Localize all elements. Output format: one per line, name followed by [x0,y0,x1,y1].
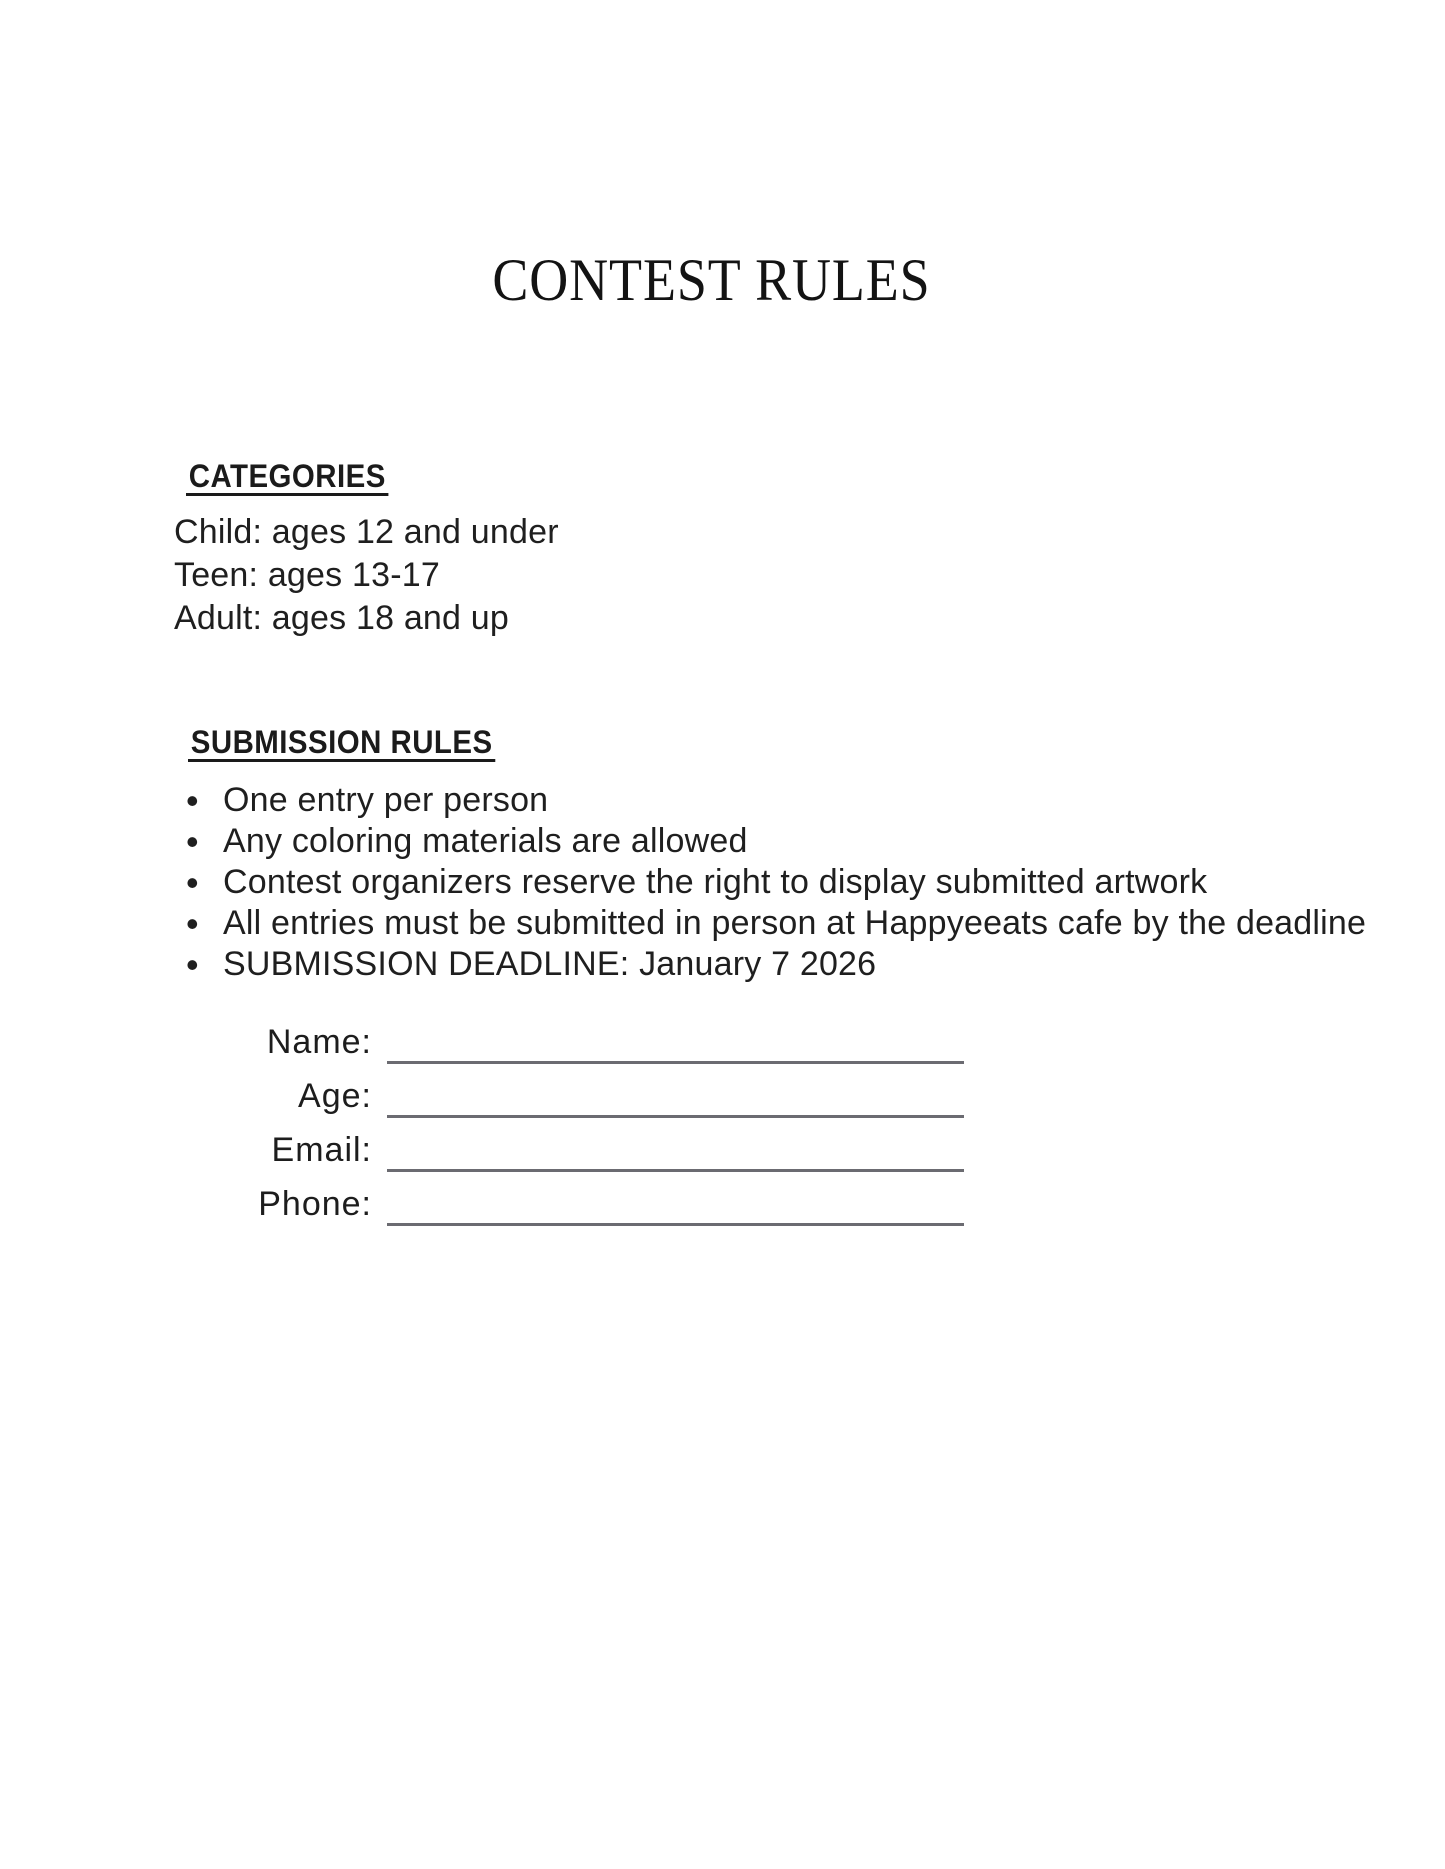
bullet-icon: • [186,944,199,985]
form-row-name [174,1010,974,1064]
category-item-child: Child: ages 12 and under [174,513,559,551]
email-label: Email: [271,1131,372,1169]
age-label: Age: [298,1077,372,1115]
categories-list [174,511,559,640]
page-title-text: CONTEST RULES [491,247,931,314]
list-item [174,862,1366,903]
list-item [174,780,1366,821]
category-item-teen: Teen: ages 13-17 [174,556,440,594]
bullet-icon: • [186,821,199,862]
categories-heading-text: CATEGORIES [186,459,389,496]
rule-text: All entries must be submitted in person at Happyeeats cafe by the deadline [223,904,1367,942]
rule-text: SUBMISSION DEADLINE: January 7 2026 [223,945,877,983]
name-label: Name: [266,1023,372,1061]
submission-rules-heading-text: SUBMISSION RULES [188,725,495,762]
categories-heading [186,459,406,496]
list-item [174,821,1366,862]
phone-field-line[interactable] [387,1183,964,1226]
list-item [174,903,1366,944]
rule-text: Contest organizers reserve the right to display submitted artwork [223,863,1208,901]
submission-rules-list [174,780,1366,985]
age-field-line[interactable] [387,1075,964,1118]
submission-rules-heading [188,725,522,762]
name-field-line[interactable] [387,1021,964,1064]
bullet-icon: • [186,903,199,944]
form-row-phone [174,1172,974,1226]
list-item [174,944,1366,985]
form-row-age [174,1064,974,1118]
bullet-icon: • [186,780,199,821]
phone-label: Phone: [258,1185,372,1223]
rule-text: Any coloring materials are allowed [223,822,748,860]
rule-text: One entry per person [223,781,549,819]
email-field-line[interactable] [387,1129,964,1172]
category-item-adult: Adult: ages 18 and up [174,599,510,637]
entry-form [174,1010,974,1226]
page-title [0,247,1422,314]
bullet-icon: • [186,862,199,903]
form-row-email [174,1118,974,1172]
